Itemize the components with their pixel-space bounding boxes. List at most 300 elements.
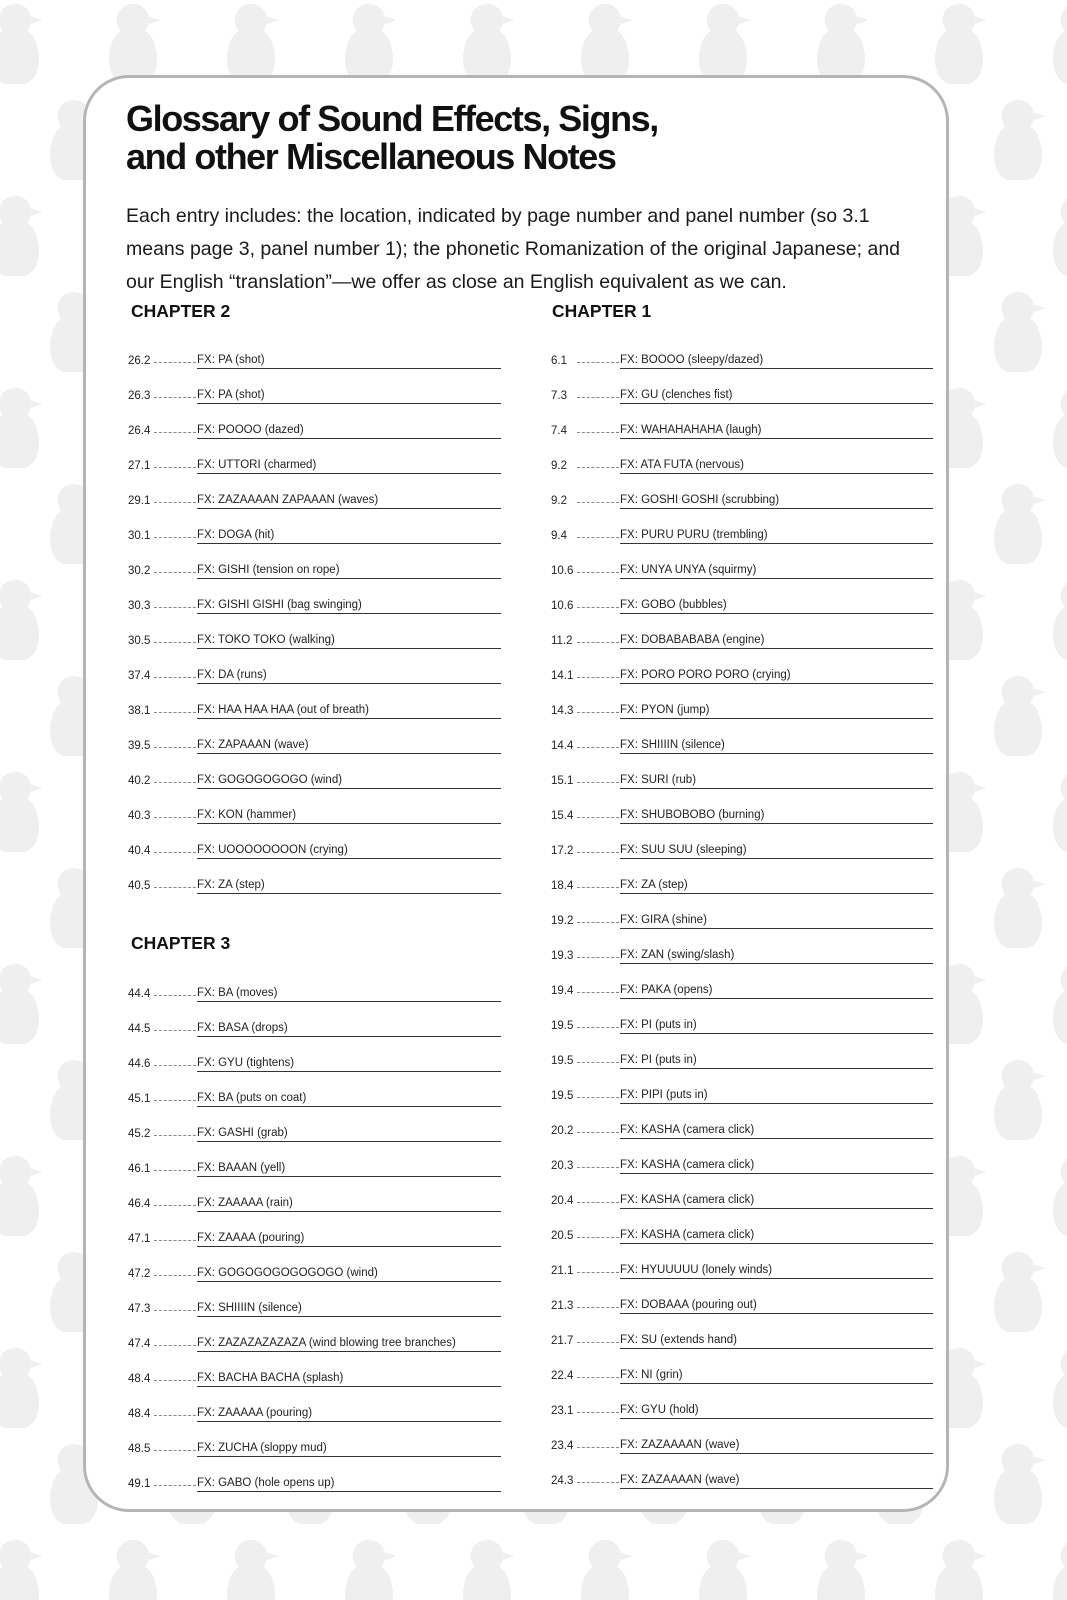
entry-sound-effect: FX: GOGOGOGOGOGOGO (wind) [197, 1267, 501, 1282]
entry-location: 20.3 [551, 1160, 574, 1172]
glossary-entry [128, 649, 501, 684]
entry-location: 30.5 [128, 635, 151, 647]
glossary-entry [128, 1002, 501, 1037]
entry-dash-leader [577, 1412, 619, 1413]
entry-sound-effect: FX: KASHA (camera click) [620, 1229, 933, 1244]
glossary-entry [551, 1034, 933, 1069]
penguin-silhouette-icon [994, 100, 1045, 180]
entry-location: 46.1 [128, 1163, 151, 1175]
entry-location: 47.3 [128, 1303, 151, 1315]
entry-dash-leader [154, 1065, 196, 1066]
entry-location: 10.6 [551, 565, 574, 577]
entry-sound-effect: FX: GU (clenches fist) [620, 389, 933, 404]
entry-dash-leader [577, 432, 619, 433]
entry-sound-effect: FX: KASHA (camera click) [620, 1124, 933, 1139]
penguin-silhouette-icon [817, 4, 868, 84]
entry-sound-effect: FX: PA (shot) [197, 354, 501, 369]
glossary-entry [551, 1139, 933, 1174]
entry-sound-effect: FX: PI (puts in) [620, 1054, 933, 1069]
entry-dash-leader [577, 1237, 619, 1238]
entry-dash-leader [154, 782, 196, 783]
entry-sound-effect: FX: NI (grin) [620, 1369, 933, 1384]
entry-location: 47.2 [128, 1268, 151, 1280]
entry-dash-leader [577, 712, 619, 713]
entry-location: 7.3 [551, 390, 567, 402]
entry-sound-effect: FX: GOSHI GOSHI (scrubbing) [620, 494, 933, 509]
entry-sound-effect: FX: PYON (jump) [620, 704, 933, 719]
entry-location: 30.1 [128, 530, 151, 542]
penguin-silhouette-icon [994, 1060, 1045, 1140]
penguin-silhouette-icon [1053, 388, 1067, 468]
entry-sound-effect: FX: GYU (hold) [620, 1404, 933, 1419]
penguin-silhouette-icon [935, 1540, 986, 1600]
entry-location: 26.3 [128, 390, 151, 402]
glossary-entry [128, 754, 501, 789]
glossary-entry [551, 964, 933, 999]
entry-location: 14.3 [551, 705, 574, 717]
entry-dash-leader [577, 677, 619, 678]
entry-dash-leader [577, 1342, 619, 1343]
entry-sound-effect: FX: WAHAHAHAHA (laugh) [620, 424, 933, 439]
entry-location: 38.1 [128, 705, 151, 717]
entry-location: 19.5 [551, 1090, 574, 1102]
glossary-entry [551, 404, 933, 439]
penguin-silhouette-icon [994, 1444, 1045, 1524]
glossary-entry [128, 1317, 501, 1352]
entry-sound-effect: FX: ZUCHA (sloppy mud) [197, 1442, 501, 1457]
entry-dash-leader [577, 782, 619, 783]
penguin-silhouette-icon [463, 4, 514, 84]
entry-location: 17.2 [551, 845, 574, 857]
entry-location: 23.4 [551, 1440, 574, 1452]
entry-location: 11.2 [551, 635, 573, 647]
entry-sound-effect: FX: ATA FUTA (nervous) [620, 459, 933, 474]
glossary-entry [551, 1384, 933, 1419]
chapter-2-heading: CHAPTER 2 [131, 301, 231, 321]
entry-location: 37.4 [128, 670, 151, 682]
entry-location: 20.5 [551, 1230, 574, 1242]
entry-location: 15.4 [551, 810, 574, 822]
glossary-entry [551, 614, 933, 649]
entry-location: 21.1 [551, 1265, 574, 1277]
entry-location: 30.3 [128, 600, 151, 612]
entry-dash-leader [154, 887, 196, 888]
entry-sound-effect: FX: ZAAAAA (rain) [197, 1197, 501, 1212]
chapter-1-heading: CHAPTER 1 [552, 301, 652, 321]
glossary-entry [551, 1349, 933, 1384]
entry-dash-leader [577, 1482, 619, 1483]
entry-sound-effect: FX: PORO PORO PORO (crying) [620, 669, 933, 684]
entry-sound-effect: FX: ZA (step) [620, 879, 933, 894]
entry-dash-leader [577, 957, 619, 958]
entry-sound-effect: FX: UOOOOOOOON (crying) [197, 844, 501, 859]
entry-sound-effect: FX: BA (puts on coat) [197, 1092, 501, 1107]
glossary-entry [551, 789, 933, 824]
glossary-entry [128, 1072, 501, 1107]
glossary-entry [551, 544, 933, 579]
glossary-entry [128, 1352, 501, 1387]
entry-dash-leader [154, 1310, 196, 1311]
entry-location: 48.5 [128, 1443, 151, 1455]
entry-location: 47.4 [128, 1338, 151, 1350]
entry-dash-leader [577, 1272, 619, 1273]
glossary-entry [128, 474, 501, 509]
entry-dash-leader [577, 397, 619, 398]
penguin-silhouette-icon [1053, 964, 1067, 1044]
entry-location: 20.4 [551, 1195, 574, 1207]
entry-sound-effect: FX: UNYA UNYA (squirmy) [620, 564, 933, 579]
entry-sound-effect: FX: ZAZAZAZAZAZA (wind blowing tree branches) [197, 1337, 501, 1352]
entry-dash-leader [154, 607, 196, 608]
glossary-entry [551, 369, 933, 404]
penguin-silhouette-icon [0, 964, 43, 1044]
entry-location: 30.2 [128, 565, 151, 577]
entry-location: 49.1 [128, 1478, 151, 1490]
page-title [126, 100, 826, 176]
penguin-silhouette-icon [699, 1540, 750, 1600]
penguin-silhouette-icon [994, 292, 1045, 372]
glossary-entry [128, 789, 501, 824]
entry-dash-leader [577, 922, 619, 923]
entry-dash-leader [154, 1240, 196, 1241]
glossary-entry [551, 1279, 933, 1314]
entry-location: 9.4 [551, 530, 567, 542]
entry-sound-effect: FX: BAAAN (yell) [197, 1162, 501, 1177]
glossary-entry [551, 649, 933, 684]
glossary-entry [551, 859, 933, 894]
title-line-1: Glossary of Sound Effects, Signs, [126, 98, 658, 139]
glossary-entry [128, 859, 501, 894]
entry-dash-leader [154, 362, 196, 363]
glossary-entry [128, 1212, 501, 1247]
entry-dash-leader [577, 1167, 619, 1168]
penguin-silhouette-icon [1053, 4, 1067, 84]
entry-dash-leader [154, 432, 196, 433]
entry-sound-effect: FX: BOOOO (sleepy/dazed) [620, 354, 933, 369]
entry-sound-effect: FX: PI (puts in) [620, 1019, 933, 1034]
entry-dash-leader [154, 747, 196, 748]
entry-dash-leader [577, 537, 619, 538]
glossary-entry [128, 579, 501, 614]
glossary-entry [128, 544, 501, 579]
entry-dash-leader [154, 502, 196, 503]
title-line-2: and other Miscellaneous Notes [126, 136, 616, 177]
entry-dash-leader [154, 537, 196, 538]
entry-sound-effect: FX: UTTORI (charmed) [197, 459, 501, 474]
entry-location: 44.4 [128, 988, 151, 1000]
entry-dash-leader [577, 1377, 619, 1378]
entry-sound-effect: FX: SUU SUU (sleeping) [620, 844, 933, 859]
entry-dash-leader [154, 712, 196, 713]
glossary-entry [551, 1244, 933, 1279]
entry-dash-leader [154, 1275, 196, 1276]
entry-dash-leader [577, 992, 619, 993]
entry-sound-effect: FX: SHIIIIN (silence) [197, 1302, 501, 1317]
entry-location: 21.3 [551, 1300, 574, 1312]
penguin-silhouette-icon [1053, 1348, 1067, 1428]
entry-location: 48.4 [128, 1373, 151, 1385]
entry-sound-effect: FX: GASHI (grab) [197, 1127, 501, 1142]
entry-sound-effect: FX: PIPI (puts in) [620, 1089, 933, 1104]
glossary-entry [551, 824, 933, 859]
entry-location: 22.4 [551, 1370, 574, 1382]
penguin-silhouette-icon [0, 772, 43, 852]
entry-dash-leader [154, 1345, 196, 1346]
glossary-entry [551, 334, 933, 369]
glossary-entry [128, 1107, 501, 1142]
entry-sound-effect: FX: KON (hammer) [197, 809, 501, 824]
entry-location: 44.5 [128, 1023, 151, 1035]
entry-sound-effect: FX: BACHA BACHA (splash) [197, 1372, 501, 1387]
entry-sound-effect: FX: SHIIIIN (silence) [620, 739, 933, 754]
glossary-entry [551, 999, 933, 1034]
entry-location: 19.3 [551, 950, 574, 962]
entry-dash-leader [154, 852, 196, 853]
entry-location: 15.1 [551, 775, 574, 787]
entry-sound-effect: FX: DA (runs) [197, 669, 501, 684]
entry-location: 14.1 [551, 670, 574, 682]
glossary-entry [128, 824, 501, 859]
penguin-silhouette-icon [109, 4, 160, 84]
entry-dash-leader [577, 887, 619, 888]
entry-sound-effect: FX: PA (shot) [197, 389, 501, 404]
entry-dash-leader [577, 1027, 619, 1028]
entry-location: 20.2 [551, 1125, 574, 1137]
entry-sound-effect: FX: PAKA (opens) [620, 984, 933, 999]
entry-dash-leader [577, 572, 619, 573]
entry-sound-effect: FX: GIRA (shine) [620, 914, 933, 929]
entry-dash-leader [154, 467, 196, 468]
glossary-entry [551, 439, 933, 474]
penguin-silhouette-icon [227, 1540, 278, 1600]
penguin-silhouette-icon [935, 4, 986, 84]
entry-dash-leader [154, 817, 196, 818]
glossary-entry [128, 439, 501, 474]
entry-dash-leader [577, 747, 619, 748]
entry-location: 24.3 [551, 1475, 574, 1487]
entry-sound-effect: FX: KASHA (camera click) [620, 1194, 933, 1209]
glossary-entry [128, 369, 501, 404]
glossary-entry [128, 1282, 501, 1317]
entry-sound-effect: FX: ZAAAA (pouring) [197, 1232, 501, 1247]
entry-dash-leader [154, 397, 196, 398]
entry-sound-effect: FX: DOGA (hit) [197, 529, 501, 544]
glossary-entry [128, 334, 501, 369]
entry-dash-leader [577, 467, 619, 468]
penguin-silhouette-icon [0, 388, 43, 468]
glossary-entry [551, 1104, 933, 1139]
entry-sound-effect: FX: ZAZAAAAN (wave) [620, 1439, 933, 1454]
penguin-silhouette-icon [0, 1156, 43, 1236]
glossary-entry [551, 509, 933, 544]
entry-sound-effect: FX: GOGOGOGOGO (wind) [197, 774, 501, 789]
entry-dash-leader [577, 362, 619, 363]
entry-location: 40.2 [128, 775, 151, 787]
entry-dash-leader [154, 1450, 196, 1451]
chapter-3-list [128, 967, 501, 1492]
penguin-silhouette-icon [994, 1252, 1045, 1332]
penguin-silhouette-icon [463, 1540, 514, 1600]
entry-location: 48.4 [128, 1408, 151, 1420]
penguin-silhouette-icon [1053, 1540, 1067, 1600]
entry-sound-effect: FX: SHUBOBOBO (burning) [620, 809, 933, 824]
glossary-entry [128, 684, 501, 719]
entry-location: 45.1 [128, 1093, 151, 1105]
entry-sound-effect: FX: GABO (hole opens up) [197, 1477, 501, 1492]
entry-location: 40.5 [128, 880, 151, 892]
penguin-silhouette-icon [0, 1540, 43, 1600]
penguin-silhouette-icon [0, 580, 43, 660]
penguin-silhouette-icon [1053, 772, 1067, 852]
penguin-silhouette-icon [817, 1540, 868, 1600]
entry-location: 21.7 [551, 1335, 574, 1347]
penguin-silhouette-icon [699, 4, 750, 84]
entry-location: 19.5 [551, 1055, 574, 1067]
entry-location: 19.5 [551, 1020, 574, 1032]
entry-sound-effect: FX: GISHI GISHI (bag swinging) [197, 599, 501, 614]
entry-dash-leader [154, 995, 196, 996]
entry-dash-leader [577, 642, 619, 643]
entry-dash-leader [154, 1170, 196, 1171]
entry-dash-leader [577, 1447, 619, 1448]
entry-dash-leader [577, 852, 619, 853]
entry-sound-effect: FX: GISHI (tension on rope) [197, 564, 501, 579]
entry-location: 19.4 [551, 985, 574, 997]
glossary-entry [128, 967, 501, 1002]
glossary-entry [551, 719, 933, 754]
entry-location: 39.5 [128, 740, 151, 752]
entry-location: 26.4 [128, 425, 151, 437]
entry-location: 46.4 [128, 1198, 151, 1210]
entry-location: 6.1 [551, 355, 567, 367]
entry-location: 47.1 [128, 1233, 151, 1245]
glossary-entry [551, 1209, 933, 1244]
entry-dash-leader [154, 572, 196, 573]
penguin-silhouette-icon [994, 484, 1045, 564]
entry-location: 26.2 [128, 355, 151, 367]
entry-dash-leader [577, 1097, 619, 1098]
entry-location: 10.6 [551, 600, 574, 612]
chapter-3-heading: CHAPTER 3 [131, 933, 231, 953]
entry-dash-leader [154, 1205, 196, 1206]
entry-dash-leader [577, 1202, 619, 1203]
penguin-silhouette-icon [109, 1540, 160, 1600]
glossary-entry [128, 1387, 501, 1422]
entry-sound-effect: FX: KASHA (camera click) [620, 1159, 933, 1174]
penguin-silhouette-icon [227, 4, 278, 84]
entry-sound-effect: FX: HYUUUUU (lonely winds) [620, 1264, 933, 1279]
entry-location: 9.2 [551, 460, 567, 472]
penguin-silhouette-icon [581, 1540, 632, 1600]
entry-dash-leader [577, 1132, 619, 1133]
entry-dash-leader [577, 607, 619, 608]
entry-dash-leader [154, 1135, 196, 1136]
glossary-entry [551, 1454, 933, 1489]
entry-dash-leader [154, 1485, 196, 1486]
glossary-entry [551, 1069, 933, 1104]
entry-location: 40.4 [128, 845, 151, 857]
entry-dash-leader [154, 1415, 196, 1416]
entry-location: 23.1 [551, 1405, 574, 1417]
entry-sound-effect: FX: POOOO (dazed) [197, 424, 501, 439]
entry-sound-effect: FX: SURI (rub) [620, 774, 933, 789]
glossary-entry [128, 1457, 501, 1492]
glossary-entry [551, 894, 933, 929]
entry-location: 40.3 [128, 810, 151, 822]
entry-sound-effect: FX: ZAZAAAAN (wave) [620, 1474, 933, 1489]
glossary-entry [551, 579, 933, 614]
glossary-entry [551, 1419, 933, 1454]
glossary-entry [551, 929, 933, 964]
entry-sound-effect: FX: ZAAAAA (pouring) [197, 1407, 501, 1422]
entry-dash-leader [577, 817, 619, 818]
entry-sound-effect: FX: GYU (tightens) [197, 1057, 501, 1072]
entry-sound-effect: FX: HAA HAA HAA (out of breath) [197, 704, 501, 719]
entry-location: 14.4 [551, 740, 574, 752]
entry-sound-effect: FX: ZA (step) [197, 879, 501, 894]
penguin-silhouette-icon [994, 676, 1045, 756]
entry-location: 29.1 [128, 495, 151, 507]
glossary-entry [128, 719, 501, 754]
entry-sound-effect: FX: PURU PURU (trembling) [620, 529, 933, 544]
penguin-silhouette-icon [1053, 196, 1067, 276]
penguin-silhouette-icon [0, 196, 43, 276]
glossary-entry [551, 684, 933, 719]
glossary-entry [128, 614, 501, 649]
glossary-entry [128, 404, 501, 439]
entry-sound-effect: FX: DOBABABABA (engine) [620, 634, 933, 649]
penguin-silhouette-icon [345, 4, 396, 84]
glossary-entry [551, 1314, 933, 1349]
entry-sound-effect: FX: GOBO (bubbles) [620, 599, 933, 614]
intro-paragraph: Each entry includes: the location, indicated by page number and panel number (so 3.1 means page 3, panel number 1); the phonetic Romanization of the original Japanese; and our English “translation”—we offer as close an English equivalent as we can. [126, 205, 901, 293]
entry-location: 19.2 [551, 915, 574, 927]
glossary-entry [128, 1422, 501, 1457]
penguin-silhouette-icon [994, 868, 1045, 948]
entry-sound-effect: FX: ZAPAAAN (wave) [197, 739, 501, 754]
entry-sound-effect: FX: TOKO TOKO (walking) [197, 634, 501, 649]
entry-location: 27.1 [128, 460, 151, 472]
entry-sound-effect: FX: ZAN (swing/slash) [620, 949, 933, 964]
entry-dash-leader [577, 1307, 619, 1308]
entry-sound-effect: FX: DOBAAA (pouring out) [620, 1299, 933, 1314]
entry-sound-effect: FX: SU (extends hand) [620, 1334, 933, 1349]
glossary-entry [128, 1247, 501, 1282]
entry-dash-leader [577, 1062, 619, 1063]
chapter-2-list [128, 334, 501, 894]
glossary-entry [128, 1142, 501, 1177]
penguin-silhouette-icon [1053, 580, 1067, 660]
penguin-silhouette-icon [345, 1540, 396, 1600]
entry-dash-leader [154, 1380, 196, 1381]
glossary-entry [551, 1174, 933, 1209]
penguin-silhouette-icon [1053, 1156, 1067, 1236]
entry-dash-leader [154, 1100, 196, 1101]
entry-sound-effect: FX: ZAZAAAAN ZAPAAAN (waves) [197, 494, 501, 509]
entry-dash-leader [577, 502, 619, 503]
entry-location: 18.4 [551, 880, 574, 892]
entry-location: 7.4 [551, 425, 567, 437]
glossary-entry [551, 754, 933, 789]
penguin-silhouette-icon [0, 4, 43, 84]
glossary-entry [551, 474, 933, 509]
penguin-silhouette-icon [581, 4, 632, 84]
glossary-entry [128, 1037, 501, 1072]
entry-location: 9.2 [551, 495, 567, 507]
glossary-entry [128, 1177, 501, 1212]
chapter-1-list [551, 334, 933, 1489]
entry-location: 45.2 [128, 1128, 151, 1140]
